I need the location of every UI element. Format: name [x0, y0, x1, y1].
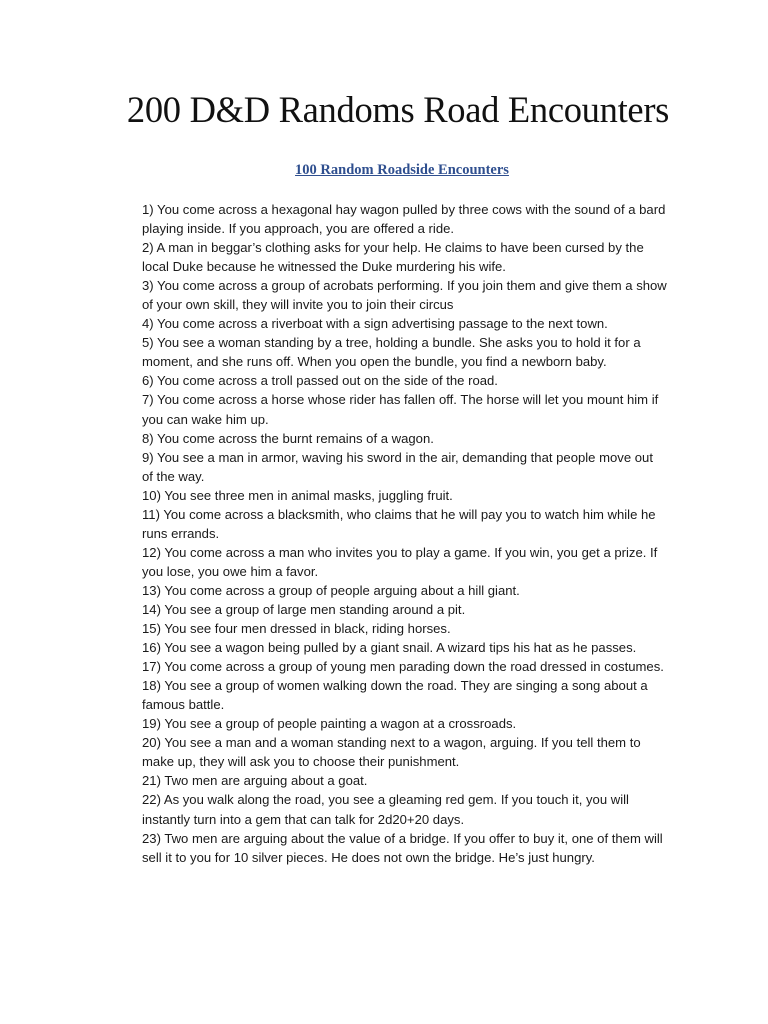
encounter-item: 17) You come across a group of young men parading down the road dressed in costumes. [142, 659, 664, 675]
section-heading: 100 Random Roadside Encounters [295, 162, 509, 178]
encounter-item: 4) You come across a riverboat with a sign advertising passage to the next town. [142, 316, 608, 332]
encounter-item: 12) You come across a man who invites you to play a game. If you win, you get a prize. If you lose, you owe him a favor. [142, 544, 658, 579]
encounter-item: 9) You see a man in armor, waving his sword in the air, demanding that people move out of the way. [142, 449, 653, 484]
encounter-item: 10) You see three men in animal masks, juggling fruit. [142, 487, 453, 503]
encounter-item: 11) You come across a blacksmith, who claims that he will pay you to watch him while he runs errands. [142, 506, 656, 541]
document-title: 200 D&D Randoms Road Encounters [126, 89, 670, 130]
encounter-item: 21) Two men are arguing about a goat. [142, 773, 368, 789]
encounter-item: 2) A man in beggar’s clothing asks for your help. He claims to have been cursed by the local Duke because he witnessed the Duke murdering his wife. [142, 240, 644, 275]
encounter-item: 20) You see a man and a woman standing next to a wagon, arguing. If you tell them to make up, they will ask you to choose their punishment. [142, 735, 641, 770]
encounter-item: 16) You see a wagon being pulled by a giant snail. A wizard tips his hat as he passes. [142, 640, 637, 656]
encounter-item: 22) As you walk along the road, you see a gleaming red gem. If you touch it, you will instantly turn into a gem that can talk for 2d20+20 days. [142, 792, 629, 827]
encounter-item: 5) You see a woman standing by a tree, holding a bundle. She asks you to hold it for a moment, and she runs off. When you open the bundle, you find a newborn baby. [142, 335, 641, 370]
encounter-item: 1) You come across a hexagonal hay wagon pulled by three cows with the sound of a bard playing inside. If you approach, you are offered a ride. [142, 202, 666, 237]
encounter-list [142, 200, 667, 867]
encounter-item: 6) You come across a troll passed out on the side of the road. [142, 373, 498, 389]
encounter-item: 19) You see a group of people painting a wagon at a crossroads. [142, 716, 517, 732]
encounter-item: 18) You see a group of women walking down the road. They are singing a song about a famous battle. [142, 678, 648, 713]
encounter-item: 13) You come across a group of people arguing about a hill giant. [142, 582, 520, 598]
encounter-item: 8) You come across the burnt remains of a wagon. [142, 430, 434, 446]
encounter-item: 3) You come across a group of acrobats performing. If you join them and give them a show of your own skill, they will invite you to join their circus [142, 278, 667, 313]
encounter-item: 7) You come across a horse whose rider has fallen off. The horse will let you mount him if you can wake him up. [142, 392, 659, 427]
encounter-item: 23) Two men are arguing about the value of a bridge. If you offer to buy it, one of them will sell it to you for 10 silver pieces. He does not own the bridge. He’s just hungry. [142, 830, 663, 865]
encounter-item: 14) You see a group of large men standing around a pit. [142, 601, 466, 617]
encounter-item: 15) You see four men dressed in black, riding horses. [142, 621, 451, 637]
